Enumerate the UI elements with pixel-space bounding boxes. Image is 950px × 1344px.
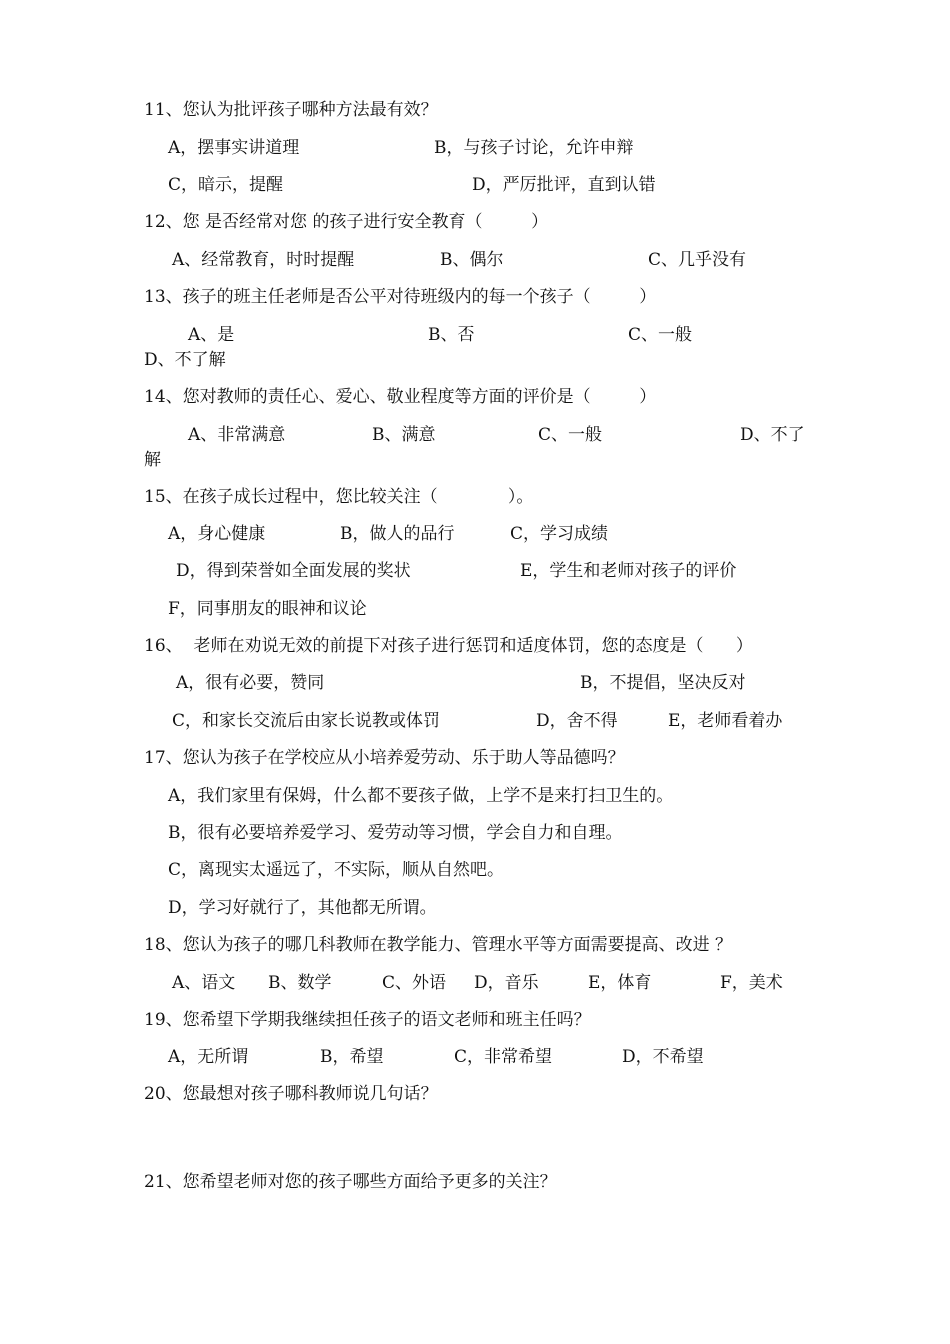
question-19: 19、您希望下学期我继续担任孩子的语文老师和班主任吗？ xyxy=(144,1010,591,1030)
option-14-d: D、不了 xyxy=(740,425,805,445)
option-15-e: E，学生和老师对孩子的评价 xyxy=(520,561,737,581)
option-15-f: F，同事朋友的眼神和议论 xyxy=(168,599,367,619)
option-12-b: B、偶尔 xyxy=(440,250,504,270)
option-14-b: B、满意 xyxy=(372,425,436,445)
option-18-d: D，音乐 xyxy=(474,973,539,993)
option-18-a: A、语文 xyxy=(172,973,236,993)
question-15: 15、在孩子成长过程中，您比较关注（ ）。 xyxy=(144,487,534,507)
question-14: 14、您对教师的责任心、爱心、敬业程度等方面的评价是（ ） xyxy=(144,387,657,407)
question-21: 21、您希望老师对您的孩子哪些方面给予更多的关注？ xyxy=(144,1172,557,1192)
option-13-c: C、一般 xyxy=(628,325,693,345)
question-11: 11、您认为批评孩子哪种方法最有效？ xyxy=(144,100,438,120)
option-11-d: D，严厉批评，直到认错 xyxy=(472,175,656,195)
option-14-c: C、一般 xyxy=(538,425,603,445)
question-16: 16、 老师在劝说无效的前提下对孩子进行惩罚和适度体罚，您的态度是（ ） xyxy=(144,636,753,656)
question-18: 18、您认为孩子的哪几科教师在教学能力、管理水平等方面需要提高、改进 ？ xyxy=(144,935,733,955)
option-16-a: A，很有必要，赞同 xyxy=(176,673,325,693)
option-17-a: A，我们家里有保姆，什么都不要孩子做，上学不是来打扫卫生的。 xyxy=(168,786,674,806)
option-18-b: B、数学 xyxy=(268,973,332,993)
option-15-c: C，学习成绩 xyxy=(510,524,609,544)
option-16-e: E，老师看着办 xyxy=(668,711,783,731)
option-13-a: A、是 xyxy=(188,325,235,345)
option-17-c: C，离现实太遥远了，不实际，顺从自然吧。 xyxy=(168,860,505,880)
option-15-a: A，身心健康 xyxy=(168,524,266,544)
option-18-c: C、外语 xyxy=(382,973,447,993)
option-18-e: E，体育 xyxy=(588,973,652,993)
option-16-d: D，舍不得 xyxy=(536,711,618,731)
question-12: 12、您 是否经常对您 的孩子进行安全教育（ ） xyxy=(144,212,549,232)
option-15-b: B，做人的品行 xyxy=(340,524,455,544)
option-12-c: C、几乎没有 xyxy=(648,250,747,270)
question-20: 20、您最想对孩子哪科教师说几句话？ xyxy=(144,1084,438,1104)
option-17-d: D，学习好就行了，其他都无所谓。 xyxy=(168,898,437,918)
option-19-b: B，希望 xyxy=(320,1047,384,1067)
option-11-a: A，摆事实讲道理 xyxy=(168,138,300,158)
option-12-a: A、经常教育，时时提醒 xyxy=(172,250,355,270)
option-16-b: B，不提倡，坚决反对 xyxy=(580,673,746,693)
option-14-a: A、非常满意 xyxy=(188,425,286,445)
question-17: 17、您认为孩子在学校应从小培养爱劳动、乐于助人等品德吗？ xyxy=(144,748,625,768)
option-11-b: B，与孩子讨论，允许申辩 xyxy=(434,138,634,158)
option-16-c: C，和家长交流后由家长说教或体罚 xyxy=(172,711,441,731)
question-13: 13、孩子的班主任老师是否公平对待班级内的每一个孩子（ ） xyxy=(144,287,657,307)
option-19-d: D，不希望 xyxy=(622,1047,704,1067)
option-17-b: B，很有必要培养爱学习、爱劳动等习惯，学会自力和自理。 xyxy=(168,823,623,843)
option-11-c: C，暗示，提醒 xyxy=(168,175,284,195)
option-19-c: C，非常希望 xyxy=(454,1047,553,1067)
option-13-d: D、不了解 xyxy=(144,350,226,370)
option-15-d: D，得到荣誉如全面发展的奖状 xyxy=(176,561,411,581)
option-13-b: B、否 xyxy=(428,325,475,345)
option-19-a: A，无所谓 xyxy=(168,1047,249,1067)
option-14-d-wrap: 解 xyxy=(144,450,161,470)
option-18-f: F，美术 xyxy=(720,973,783,993)
